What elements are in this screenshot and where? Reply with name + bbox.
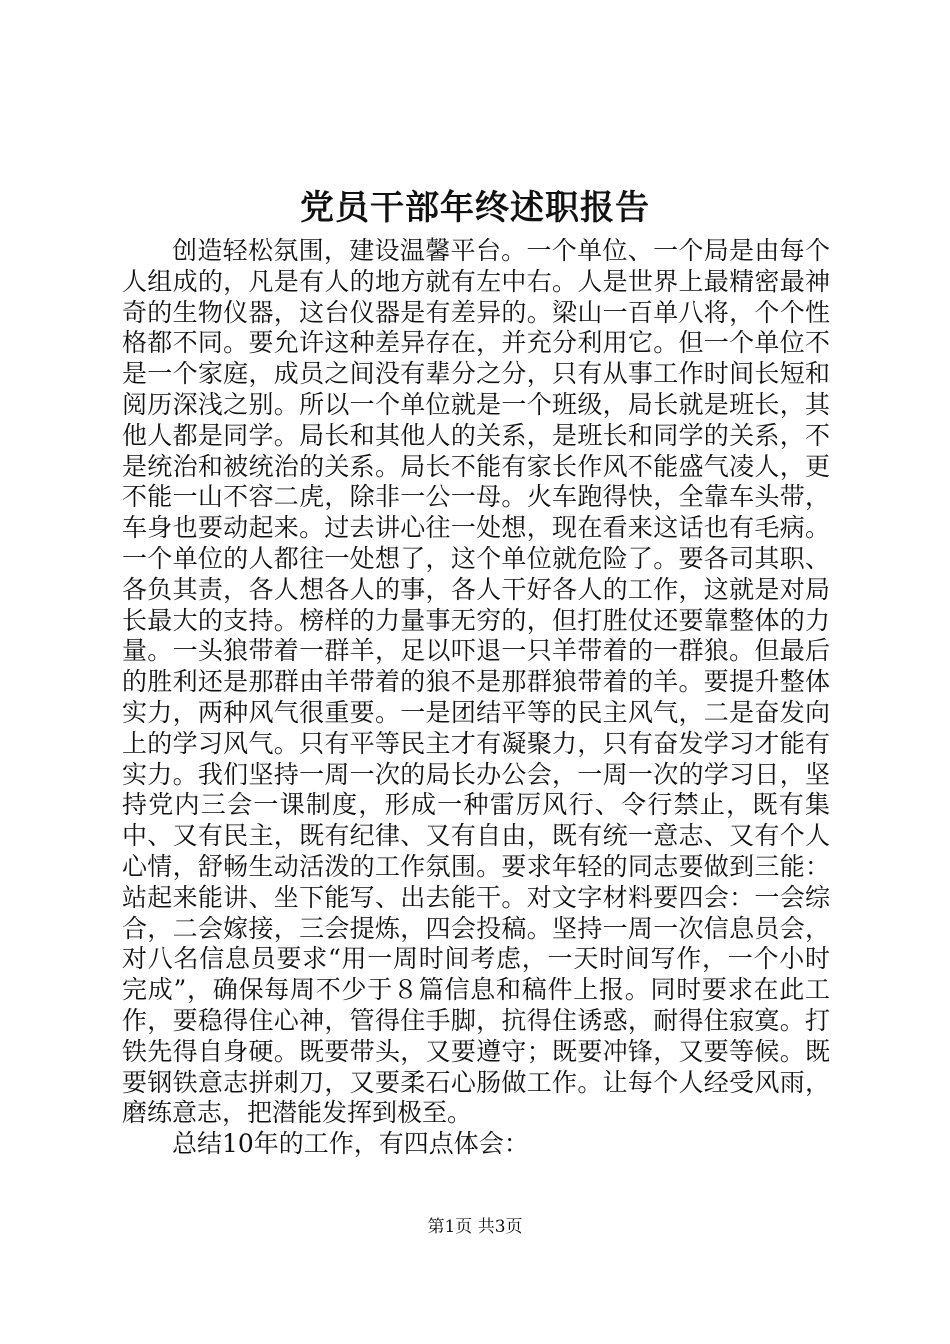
body-paragraph: 创造轻松氛围，建设温馨平台。一个单位、一个局是由每个人组成的，凡是有人的地方就有左中右。人是世界上最精密最神奇的生物仪器，这台仪器是有差异的。梁山一百单八将，个个性格都不同。要允许这种差异存在，并充分利用它。但一个单位不是一个家庭，成员之间没有辈分之分，只有从事工作时间长短和阅历深浅之别。所以一个单位就是一个班级，局长就是班长，其他人都是同学。局长和其他人的关系，是班长和同学的关系，不是统治和被统治的关系。局长不能有家长作风不能盛气凌人，更不能一山不容二虎，除非一公一母。火车跑得快，全靠车头带，车身也要动起来。过去讲心往一处想，现在看来这话也有毛病。一个单位的人都往一处想了，这个单位就危险了。要各司其职、各负其责，各人想各人的事，各人干好各人的工作，这就是对局长最大的支持。榜样的力量事无穷的，但打胜仗还要靠整体的力量。一头狼带着一群羊，足以吓退一只羊带着的一群狼。但最后的胜利还是那群由羊带着的狼不是那群狼带着的羊。要提升整体实力，两种风气很重要。一是团结平等的民主风气，二是奋发向上的学习风气。只有平等民主才有凝聚力，只有奋发学习才能有实力。我们坚持一周一次的局长办公会，一周一次的学习日，坚持党内三会一课制度，形成一种雷厉风行、令行禁止，既有集中、又有民主，既有纪律、又有自由，既有统一意志、又有个人心情，舒畅生动活泼的工作氛围。要求年轻的同志要做到三能：站起来能讲、坐下能写、出去能干。对文字材料要四会：一会综合，二会嫁接，三会提炼，四会投稿。坚持一周一次信息员会，对八名信息员要求“用一周时间考虑，一天时间写作，一个小时完成”，确保每周不少于８篇信息和稿件上报。同时要求在此工作，要稳得住心神，管得住手脚，抗得住诱惑，耐得住寂寞。打铁先得自身硬。既要带头，又要遵守；既要冲锋，又要等候。既要钢铁意志拼刺刀，又要柔石心肠做工作。让每个人经受风雨，磨练意志，把潜能发挥到极至。 — [122, 236, 830, 1128]
body-paragraph: 总结10年的工作，有四点体会： — [172, 1129, 529, 1159]
document-title: 党员干部年终述职报告 — [300, 188, 650, 228]
page-number-footer: 第1页 共3页 — [427, 1217, 523, 1237]
document-body — [122, 236, 830, 1160]
